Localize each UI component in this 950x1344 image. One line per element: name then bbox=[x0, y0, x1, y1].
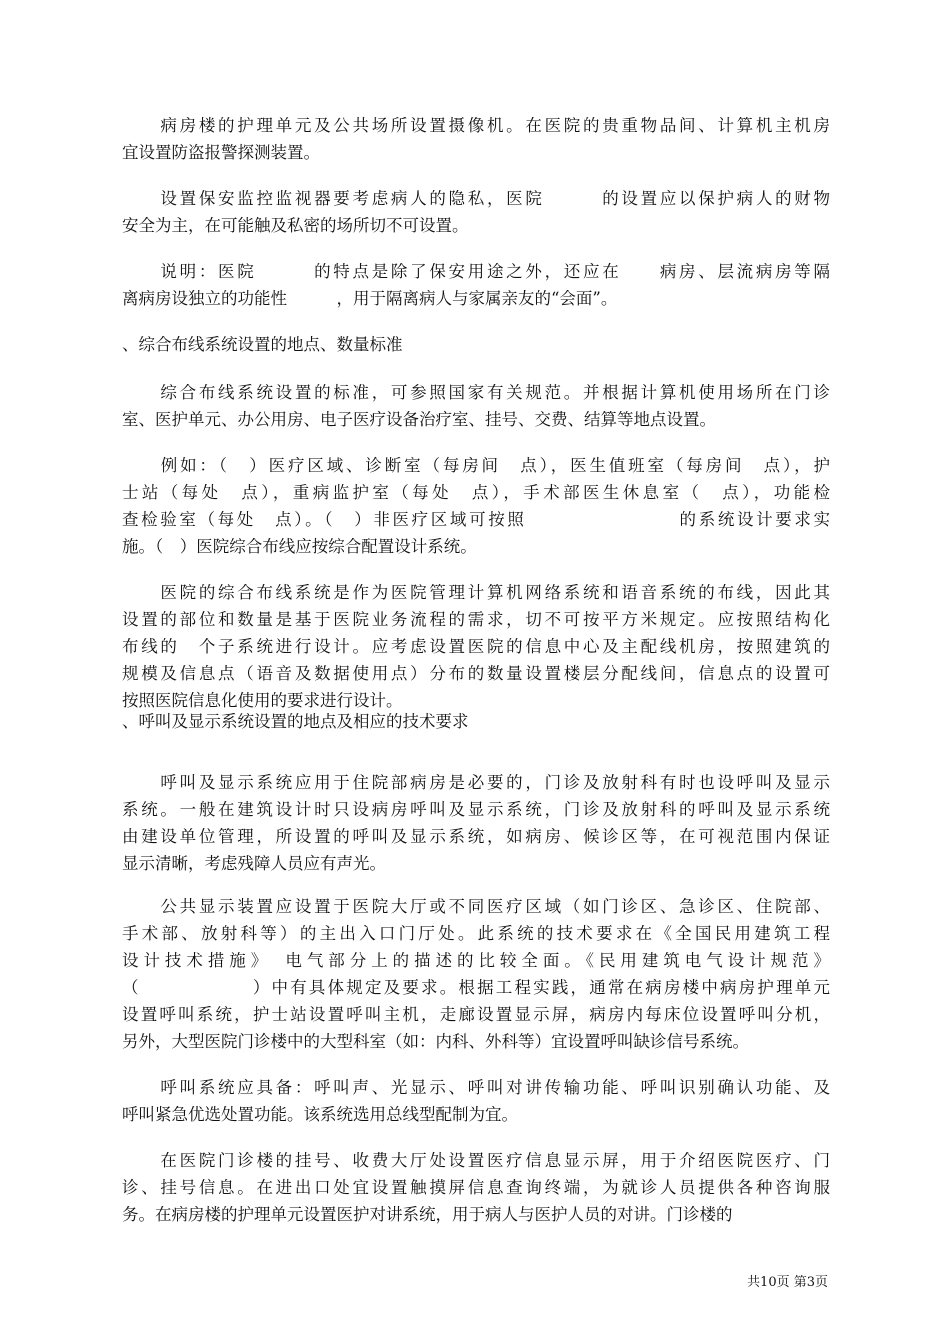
paragraph-info-screens bbox=[122, 1147, 830, 1228]
text-line: 公共显示装置应设置于医院大厅或不同医疗区域（如门诊区、急诊区、住院部、 bbox=[122, 897, 830, 916]
text-line: 设置呼叫系统，护士站设置呼叫主机，走廊设置显示屏，病房内每床位设置呼叫分机， bbox=[122, 1005, 830, 1024]
text-line: 病房楼的护理单元及公共场所设置摄像机。在医院的贵重物品间、计算机主机房 bbox=[122, 116, 830, 135]
paragraph-monitor-privacy bbox=[122, 185, 830, 239]
text-line: 查检验室（每处 点）。（ ）非医疗区域可按照 的系统设计要求实 bbox=[122, 510, 830, 529]
text-line: 施。（ ）医院综合布线应按综合配置设计系统。 bbox=[122, 537, 477, 556]
text-line: 、呼叫及显示系统设置的地点及相应的技术要求 bbox=[122, 712, 469, 731]
paragraph-cameras bbox=[122, 112, 830, 166]
text-line: 说明：医院 的特点是除了保安用途之外，还应在 病房、层流病房等隔 bbox=[122, 262, 830, 281]
text-line: 呼叫系统应具备：呼叫声、光显示、呼叫对讲传输功能、呼叫识别确认功能、及 bbox=[122, 1078, 830, 1097]
text-line: 医院的综合布线系统是作为医院管理计算机网络系统和语音系统的布线，因此其 bbox=[122, 583, 830, 602]
paragraph-cabling-standard bbox=[122, 379, 830, 433]
text-line: （ ）中有具体规定及要求。根据工程实践，通常在病房楼中病房护理单元 bbox=[122, 978, 830, 997]
text-line: 例如：（ ）医疗区域、诊断室（每房间 点），医生值班室（每房间 点），护 bbox=[122, 456, 830, 475]
text-line: 室、医护单元、办公用房、电子医疗设备治疗室、挂号、交费、结算等地点设置。 bbox=[122, 410, 716, 429]
text-line: 在医院门诊楼的挂号、收费大厅处设置医疗信息显示屏，用于介绍医院医疗、门 bbox=[122, 1151, 830, 1170]
text-line: 设置的部位和数量是基于医院业务流程的需求，切不可按平方米规定。应按照结构化 bbox=[122, 610, 830, 629]
text-line: 设置保安监控监视器要考虑病人的隐私，医院 的设置应以保护病人的财物 bbox=[122, 189, 830, 208]
paragraph-examples bbox=[122, 452, 830, 560]
paragraph-call-display bbox=[122, 769, 830, 877]
text-line: 系统。一般在建筑设计时只设病房呼叫及显示系统，门诊及放射科的呼叫及显示系统 bbox=[122, 800, 830, 819]
text-line: 按照医院信息化使用的要求进行设计。 bbox=[122, 691, 403, 710]
heading-cabling-standard bbox=[122, 331, 830, 358]
text-line: 、综合布线系统设置的地点、数量标准 bbox=[122, 335, 403, 354]
text-line: 士站（每处 点），重病监护室（每处 点），手术部医生休息室（ 点），功能检 bbox=[122, 483, 830, 502]
text-line: 布线的 个子系统进行设计。应考虑设置医院的信息中心及主配线机房，按照建筑的 bbox=[122, 637, 830, 656]
paragraph-note-isolation bbox=[122, 258, 830, 312]
text-line: 规模及信息点（语音及数据使用点）分布的数量设置楼层分配线间，信息点的设置可 bbox=[122, 664, 830, 683]
text-line: 务。在病房楼的护理单元设置医护对讲系统，用于病人与医护人员的对讲。门诊楼的 bbox=[122, 1205, 733, 1224]
text-line: 呼叫紧急优选处置功能。该系统选用总线型配制为宜。 bbox=[122, 1105, 518, 1124]
text-line: 另外，大型医院门诊楼中的大型科室（如：内科、外科等）宜设置呼叫缺诊信号系统。 bbox=[122, 1032, 749, 1051]
paragraph-public-display bbox=[122, 893, 830, 1055]
text-line: 安全为主，在可能触及私密的场所切不可设置。 bbox=[122, 216, 469, 235]
text-line: 手术部、放射科等）的主出入口门厅处。此系统的技术要求在《全国民用建筑工程 bbox=[122, 924, 830, 943]
text-line: 设计技术措施》 电气部分上的描述的比较全面。《民用建筑电气设计规范》 bbox=[122, 951, 830, 970]
paragraph-cabling-system bbox=[122, 579, 830, 714]
text-line: 宜设置防盗报警探测装置。 bbox=[122, 143, 320, 162]
heading-call-display bbox=[122, 708, 830, 735]
text-line: 诊、挂号信息。在进出口处宜设置触摸屏信息查询终端，为就诊人员提供各种咨询服 bbox=[122, 1178, 830, 1197]
page-number: 共10页 第3页 bbox=[747, 1275, 828, 1290]
text-line: 呼叫及显示系统应用于住院部病房是必要的，门诊及放射科有时也设呼叫及显示 bbox=[122, 773, 830, 792]
text-line: 综合布线系统设置的标准，可参照国家有关规范。并根据计算机使用场所在门诊 bbox=[122, 383, 830, 402]
text-line: 离病房设独立的功能性 ，用于隔离病人与家属亲友的“会面”。 bbox=[122, 289, 618, 308]
paragraph-call-functions bbox=[122, 1074, 830, 1128]
text-line: 由建设单位管理，所设置的呼叫及显示系统，如病房、候诊区等，在可视范围内保证 bbox=[122, 827, 830, 846]
text-line: 显示清晰，考虑残障人员应有声光。 bbox=[122, 854, 386, 873]
